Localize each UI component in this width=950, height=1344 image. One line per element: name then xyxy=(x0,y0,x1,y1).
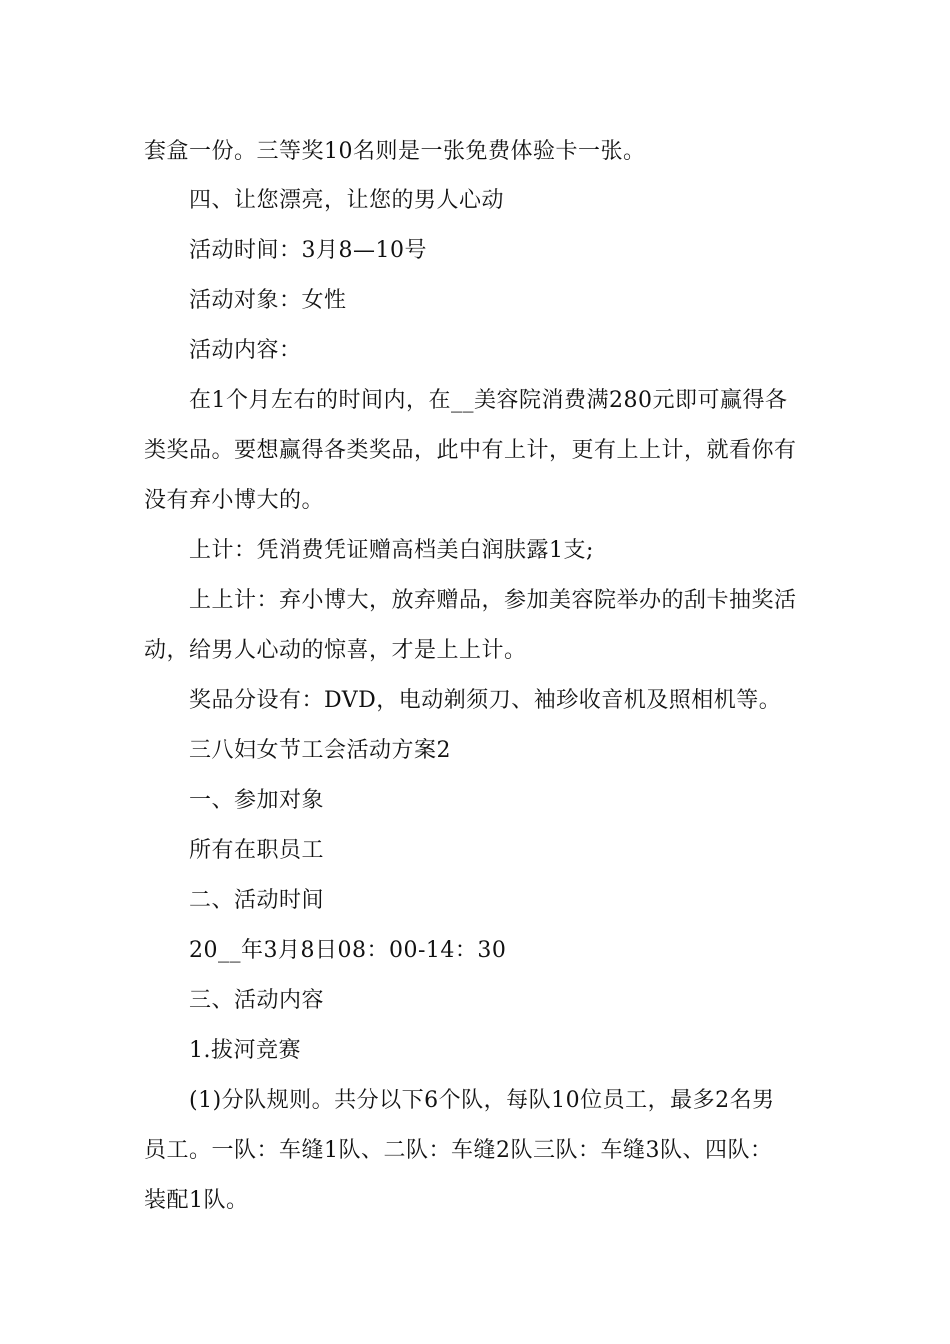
section-heading-1: 一、参加对象 xyxy=(189,788,325,813)
paragraph-line: 类奖品。要想赢得各类奖品，此中有上计，更有上上计，就看你有 xyxy=(144,438,797,463)
date-time-line: 20__年3月8日08：00-14：30 xyxy=(189,938,507,963)
section-heading-2: 二、活动时间 xyxy=(189,888,325,913)
plan-b-line: 上上计：弃小博大，放弃赠品，参加美容院举办的刮卡抽奖活 xyxy=(189,588,797,613)
paragraph-line: (1)分队规则。共分以下6个队，每队10位员工，最多2名男 xyxy=(189,1088,775,1113)
tug-of-war-heading: 1.拔河竞赛 xyxy=(189,1038,301,1063)
paragraph-line: 没有弃小博大的。 xyxy=(144,488,325,513)
plan-title: 三八妇女节工会活动方案2 xyxy=(189,738,451,763)
participants-line: 所有在职员工 xyxy=(189,838,325,863)
section-heading-3: 三、活动内容 xyxy=(189,988,325,1013)
activity-target-line: 活动对象：女性 xyxy=(189,288,347,313)
section-heading-4: 四、让您漂亮，让您的男人心动 xyxy=(189,188,505,213)
activity-time-line: 活动时间：3月8—10号 xyxy=(189,238,427,263)
paragraph-line: 在1个月左右的时间内，在__美容院消费满280元即可赢得各 xyxy=(189,388,788,413)
plan-a-line: 上计：凭消费凭证赠高档美白润肤露1支; xyxy=(189,538,594,563)
paragraph-line: 员工。一队：车缝1队、二队：车缝2队三队：车缝3队、四队： xyxy=(144,1138,773,1163)
paragraph-line: 动，给男人心动的惊喜，才是上上计。 xyxy=(144,638,527,663)
paragraph-line: 装配1队。 xyxy=(144,1188,249,1213)
prizes-line: 奖品分设有：DVD，电动剃须刀、袖珍收音机及照相机等。 xyxy=(189,688,782,713)
activity-content-label: 活动内容： xyxy=(189,338,302,363)
paragraph-continuation-line: 套盒一份。三等奖10名则是一张免费体验卡一张。 xyxy=(144,139,646,164)
